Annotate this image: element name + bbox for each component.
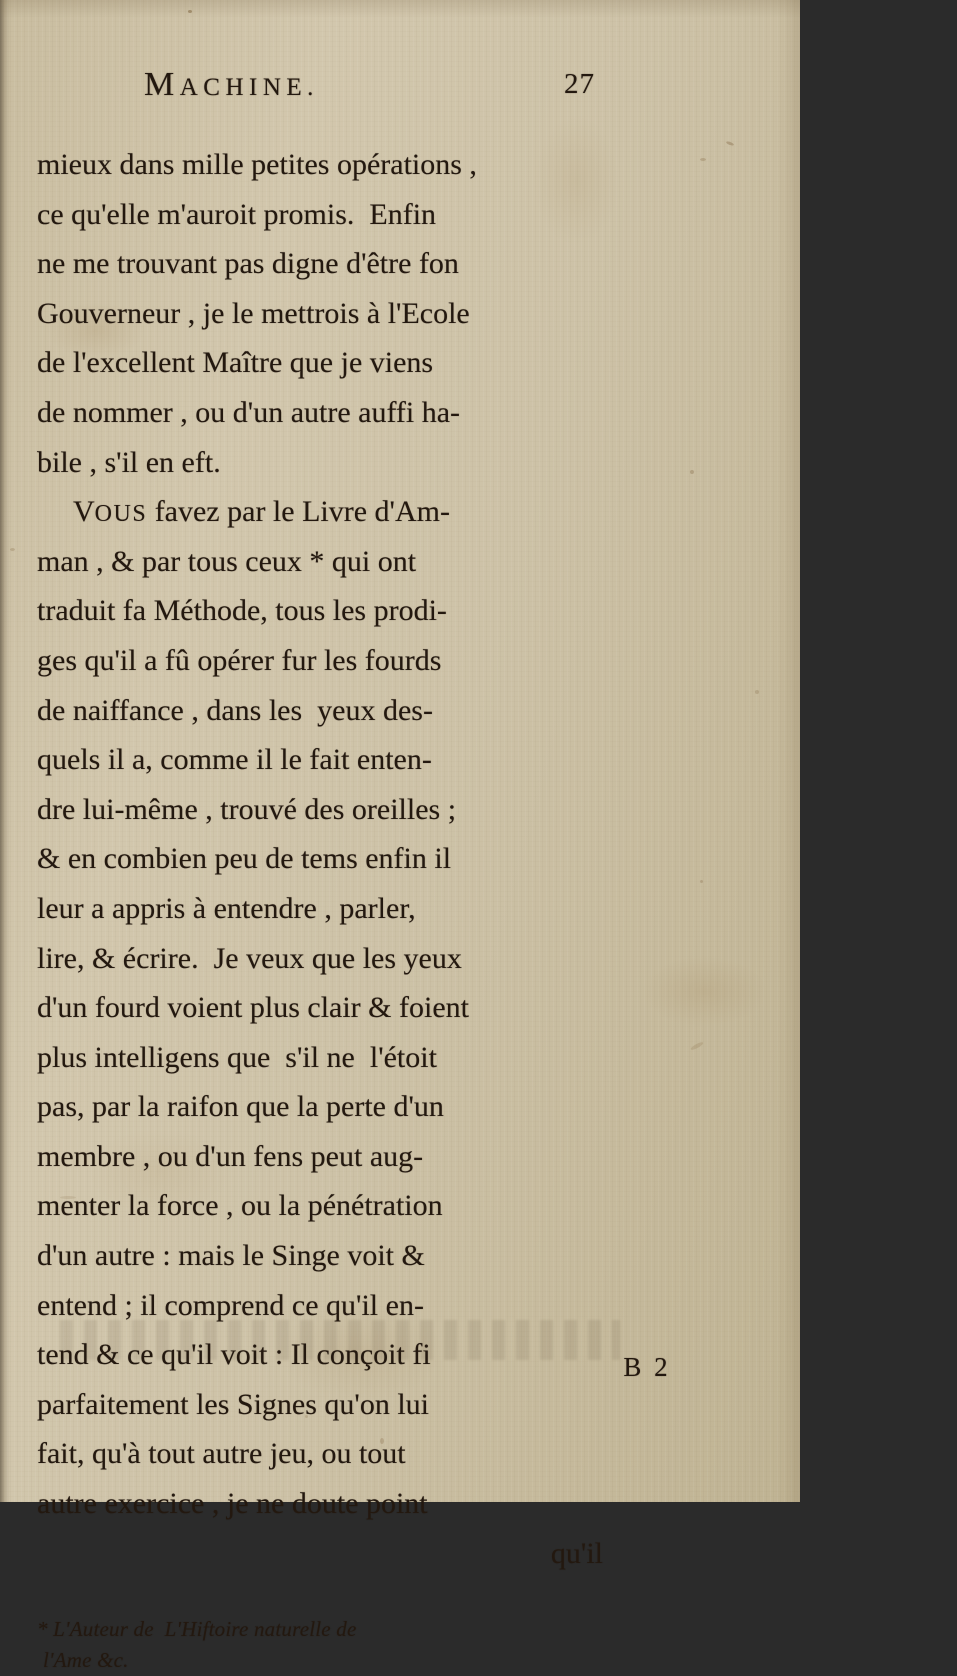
text-column — [37, 0, 657, 1676]
text-line: autre exercice , je ne doute point — [37, 1487, 428, 1521]
text-line: de nommer , ou d'un autre auffi ha- — [37, 395, 461, 429]
catchword: qu'il — [550, 1536, 603, 1570]
paragraph-smallcaps: OUS — [94, 501, 148, 528]
text-line: de naiffance , dans les yeux des- — [37, 693, 433, 727]
signature-mark: B 2 — [623, 1352, 671, 1382]
text-line: mieux dans mille petites opérations , — [37, 148, 477, 181]
footnote-line-1: * L'Auteur de L'Hiftoire naturelle de — [37, 1617, 357, 1642]
text-line: dre lui-même , trouvé des oreilles ; — [37, 792, 457, 826]
text-line: bile , s'il en eft. — [37, 445, 221, 479]
text-line: d'un autre : mais le Singe voit & — [37, 1239, 425, 1273]
paper-speck — [690, 1041, 704, 1051]
page-title-rest: ACHINE. — [179, 74, 319, 101]
page-right-edge-shadow — [774, 0, 800, 1502]
page-left-edge-shadow — [0, 0, 10, 1502]
text-line: menter la force , ou la pénétration — [37, 1189, 443, 1223]
text-line: pas, par la raifon que la perte d'un — [37, 1090, 444, 1124]
paper-speck — [700, 158, 706, 161]
text-line: ce qu'elle m'auroit promis. Enfin — [37, 197, 437, 231]
page-number: 27 — [564, 68, 595, 100]
footnote-line-2: l'Ame &c. — [43, 1648, 129, 1673]
text-line: de l'excellent Maître que je viens — [37, 346, 434, 380]
running-head — [37, 66, 657, 140]
text-line: ne me trouvant pas digne d'être fon — [37, 247, 459, 281]
paragraph-initial: V — [73, 495, 95, 529]
text-line: ges qu'il a fû opérer fur les fourds — [37, 643, 442, 677]
text-line: leur a appris à entendre , parler, — [37, 891, 416, 925]
paragraph-opening-rest: favez par le Livre d'Am- — [147, 495, 450, 529]
text-line: entend ; il comprend ce qu'il en- — [37, 1288, 424, 1322]
text-line-opening — [37, 487, 657, 537]
page-title — [144, 66, 319, 104]
paper-speck — [726, 141, 735, 147]
text-line: d'un fourd voient plus clair & foient — [37, 991, 469, 1025]
text-line: Gouverneur , je le mettrois à l'Ecole — [37, 296, 470, 330]
text-line: man , & par tous ceux * qui ont — [37, 544, 417, 578]
text-line: fait, qu'à tout autre jeu, ou tout — [37, 1437, 406, 1471]
text-line: traduit fa Méthode, tous les prodi- — [37, 594, 447, 628]
paragraph-continued — [37, 140, 657, 487]
text-line: tend & ce qu'il voit : Il conçoit fi — [37, 1338, 431, 1372]
text-line: lire, & écrire. Je veux que les yeux — [37, 941, 462, 975]
paper-speck — [700, 880, 703, 883]
text-line: plus intelligens que s'il ne l'étoit — [37, 1040, 437, 1074]
paper-speck — [755, 690, 759, 694]
paper-speck — [690, 470, 694, 474]
page-title-initial: M — [144, 66, 180, 103]
text-line: parfaitement les Signes qu'on lui — [37, 1387, 429, 1421]
text-line: quels il a, comme il le fait enten- — [37, 743, 432, 777]
footnote — [37, 1614, 657, 1676]
text-line: membre , ou d'un fens peut aug- — [37, 1139, 424, 1173]
text-line: & en combien peu de tems enfin il — [37, 842, 452, 876]
paper-speck — [10, 548, 15, 551]
